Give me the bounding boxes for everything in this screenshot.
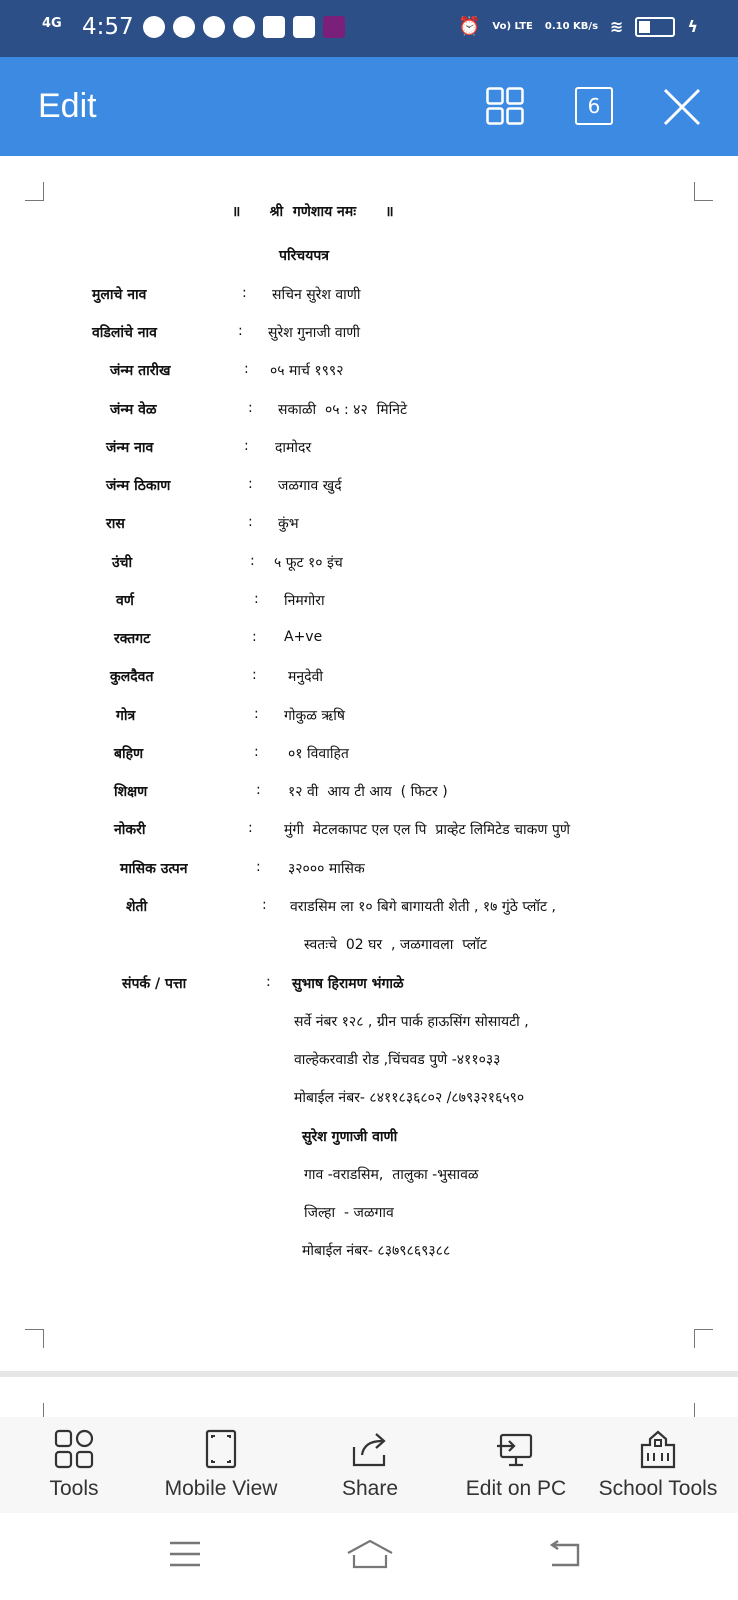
field-separator: : [238, 323, 243, 339]
menu-icon[interactable] [168, 1539, 202, 1569]
data-speed: 0.10 KB/s [544, 21, 599, 32]
battery-icon [635, 17, 675, 37]
network-indicator: 4G [42, 16, 62, 31]
field-separator: : [248, 820, 253, 836]
field-label: वडिलांचे नाव [92, 325, 157, 341]
page-corner-mark [25, 1329, 44, 1348]
tools-icon [54, 1429, 94, 1469]
alarm-icon: ⏰ [457, 16, 481, 37]
field-value: A+ve [284, 629, 323, 645]
chrome-notification-icon [233, 16, 255, 38]
contact-address-line: वाल्हेकरवाडी रोड ,चिंचवड पुणे -४११०३३ [294, 1052, 501, 1068]
field-separator: : [248, 514, 253, 530]
field-separator: : [252, 667, 257, 683]
charging-icon: ϟ [687, 17, 698, 36]
field-separator: : [252, 629, 257, 645]
field-separator: : [256, 859, 261, 875]
field-label: कुलदैवत [110, 669, 154, 685]
field-separator: : [254, 591, 259, 607]
grid-icon[interactable] [486, 87, 524, 125]
field-separator: : [244, 438, 249, 454]
page-corner-mark [694, 182, 713, 201]
home-icon[interactable] [346, 1539, 394, 1571]
field-label: मासिक उत्पन [120, 861, 188, 877]
field-separator: : [244, 361, 249, 377]
wifi-icon: ≋ [610, 17, 624, 36]
field-value: कुंभ [278, 516, 299, 532]
contact-address-line: सर्वे नंबर १२८ , ग्रीन पार्क हाऊसिंग सोसायटी , [294, 1014, 529, 1030]
contact-address-line: जिल्हा - जळगाव [304, 1205, 394, 1221]
mobile-view-icon [201, 1429, 241, 1469]
field-value: १२ वी आय टी आय ( फिटर ) [288, 784, 448, 800]
app-notification-icon [143, 16, 165, 38]
field-label: जंन्म नाव [106, 440, 154, 456]
field-label: जंन्म वेळ [110, 402, 157, 418]
share-label: Share [341, 1477, 399, 1500]
field-value: ३२००० मासिक [288, 861, 365, 877]
notification-icons [143, 16, 345, 38]
field-label: शिक्षण [114, 784, 148, 800]
field-value: मुंगी मेटलकापट एल एल पि प्राव्हेट लिमिटेड चाकण पुणे [284, 822, 570, 838]
school-tools-label: School Tools [598, 1477, 718, 1500]
field-value: दामोदर [275, 440, 312, 456]
field-value: ०१ विवाहित [288, 746, 349, 762]
next-page-preview[interactable] [0, 1377, 738, 1417]
leaf-notification-icon [203, 16, 225, 38]
field-separator: : [262, 897, 267, 913]
facebook-notification-icon [293, 16, 315, 38]
contact-name-1: सुभाष हिरामण भंगाळे [292, 976, 404, 992]
contact-phone: मोबाईल नंबर- ८३७९८६९३८८ [302, 1243, 451, 1259]
system-nav-bar [0, 1513, 738, 1600]
field-value: गोकुळ ऋषि [284, 708, 346, 724]
doc-notification-icon [263, 16, 285, 38]
video-notification-icon [323, 16, 345, 38]
tools-label: Tools [49, 1477, 99, 1500]
page-corner-mark [25, 182, 44, 201]
field-separator: : [250, 553, 255, 569]
page-corner-mark [694, 1329, 713, 1348]
contact-name-2: सुरेश गुणाजी वाणी [302, 1129, 398, 1145]
mobile-view-button[interactable] [156, 1429, 286, 1501]
field-value: सुरेश गुनाजी वाणी [268, 325, 361, 341]
field-value: जळगाव खुर्द [278, 478, 342, 494]
share-button[interactable] [330, 1429, 410, 1501]
edit-on-pc-icon [496, 1429, 536, 1469]
invocation-line: ॥ श्री गणेशाय नमः ॥ [232, 204, 394, 220]
field-separator: : [248, 400, 253, 416]
field-value: वराडसिम ला १० बिगे बागायती शेती , १७ गुंठे प्लॉट , [290, 899, 556, 915]
field-label: गोत्र [116, 708, 136, 724]
page-title: Edit [38, 87, 97, 125]
field-label: नोकरी [114, 822, 146, 838]
status-time: 4:57 [82, 14, 134, 40]
field-label: रास [106, 516, 125, 532]
field-label: मुलाचे नाव [92, 287, 147, 303]
field-separator: : [254, 706, 259, 722]
field-separator: : [266, 974, 271, 990]
field-separator: : [256, 782, 261, 798]
field-label: जंन्म तारीख [110, 363, 171, 379]
field-value: सचिन सुरेश वाणी [272, 287, 361, 303]
field-value: निमगोरा [284, 593, 325, 609]
field-value: ०५ मार्च १९९२ [270, 363, 344, 379]
page-count-button[interactable]: 6 [575, 87, 613, 125]
field-label: वर्ण [116, 593, 134, 609]
page-corner-mark [694, 1403, 695, 1417]
contact-phone: मोबाईल नंबर- ८४११८३६८०२ /८७९३२१६५९० [294, 1090, 525, 1106]
school-tools-button[interactable] [592, 1429, 724, 1501]
school-tools-icon [638, 1429, 678, 1469]
field-separator: : [248, 476, 253, 492]
tools-button[interactable] [38, 1429, 110, 1501]
field-label: जंन्म ठिकाण [106, 478, 171, 494]
close-icon[interactable] [662, 87, 702, 127]
edit-on-pc-label: Edit on PC [465, 1477, 567, 1500]
edit-on-pc-button[interactable] [456, 1429, 576, 1501]
field-separator: : [242, 285, 247, 301]
contact-label: संपर्क / पत्ता [122, 976, 187, 992]
page-corner-mark [43, 1403, 44, 1417]
bottom-toolbar [0, 1417, 738, 1513]
field-label: उंची [112, 555, 133, 571]
field-label: शेती [126, 899, 148, 915]
field-value: ५ फूट १० इंच [274, 555, 343, 571]
field-value: मनुदेवी [288, 669, 323, 685]
document-page[interactable] [0, 156, 738, 1371]
contact-address-line: गाव -वराडसिम, तालुका -भुसावळ [304, 1167, 479, 1183]
field-label: बहिण [114, 746, 144, 762]
app-bar [0, 57, 738, 156]
field-value: सकाळी ०५ : ४२ मिनिटे [278, 402, 408, 418]
status-right [458, 16, 698, 37]
share-icon [350, 1429, 390, 1469]
volte-indicator: Vo) LTE [492, 21, 533, 32]
farm-line-2: स्वतःचे 02 घर , जळगावला प्लॉट [304, 937, 487, 953]
mobile-view-label: Mobile View [164, 1477, 278, 1500]
back-icon[interactable] [546, 1539, 582, 1569]
field-separator: : [254, 744, 259, 760]
document-heading: परिचयपत्र [279, 248, 329, 264]
speed-notification-icon [173, 16, 195, 38]
status-bar [0, 0, 738, 57]
field-label: रक्तगट [114, 631, 151, 647]
